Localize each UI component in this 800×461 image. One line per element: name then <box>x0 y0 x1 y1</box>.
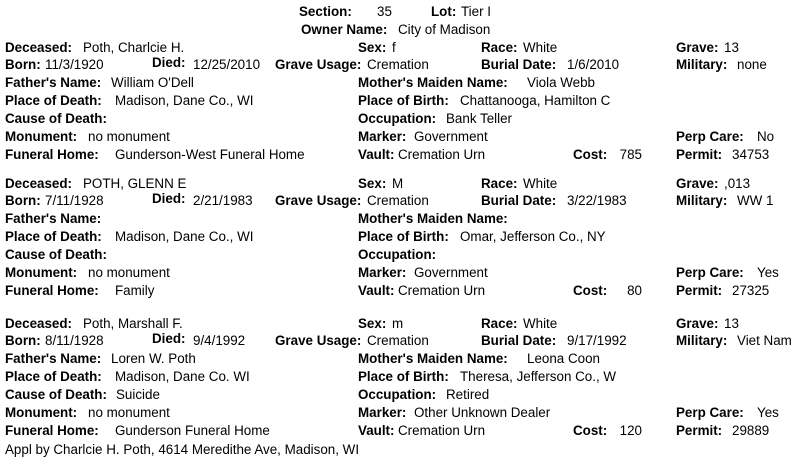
fathers-name-label: Father's Name: <box>5 211 102 226</box>
born-value: 7/11/1928 <box>45 193 104 208</box>
place-of-death-value: Madison, Dane Co., WI <box>115 93 254 108</box>
military-value: WW 1 <box>737 193 774 208</box>
monument-value: no monument <box>88 405 170 420</box>
funeral-home-value: Gunderson Funeral Home <box>115 423 270 438</box>
lot-value: Tier I <box>461 4 492 19</box>
funeral-home-label: Funeral Home: <box>5 283 99 298</box>
born-value: 11/3/1920 <box>45 57 104 72</box>
grave-label: Grave: <box>676 176 719 191</box>
permit-label: Permit: <box>676 423 723 438</box>
vault-value: Cremation Urn <box>398 423 486 438</box>
place-of-death-label: Place of Death: <box>5 229 102 244</box>
section-label: Section: <box>299 4 352 19</box>
cause-of-death-label: Cause of Death: <box>5 247 107 262</box>
place-of-birth-value: Chattanooga, Hamilton C <box>460 93 611 108</box>
monument-value: no monument <box>88 129 170 144</box>
permit-value: 29889 <box>732 423 770 438</box>
grave-usage-label: Grave Usage: <box>275 193 362 208</box>
burial-date-label: Burial Date: <box>481 333 557 348</box>
born-label: Born: <box>5 333 41 348</box>
place-of-death-label: Place of Death: <box>5 369 102 384</box>
burial-date-label: Burial Date: <box>481 57 557 72</box>
sex-value: m <box>392 316 404 331</box>
occupation-label: Occupation: <box>358 247 437 262</box>
mothers-maiden-name-value: Viola Webb <box>527 75 595 90</box>
sex-label: Sex: <box>358 40 387 55</box>
place-of-birth-label: Place of Birth: <box>358 369 449 384</box>
military-label: Military: <box>676 57 728 72</box>
born-label: Born: <box>5 57 41 72</box>
race-value: White <box>523 176 558 191</box>
occupation-value: Bank Teller <box>446 111 512 126</box>
funeral-home-label: Funeral Home: <box>5 423 99 438</box>
perp-care-label: Perp Care: <box>676 129 744 144</box>
place-of-death-label: Place of Death: <box>5 93 102 108</box>
place-of-death-value: Madison, Dane Co., WI <box>115 229 254 244</box>
monument-label: Monument: <box>5 129 78 144</box>
grave-usage-value: Cremation <box>367 333 429 348</box>
military-value: Viet Nam <box>737 333 792 348</box>
cost-value: 785 <box>619 147 642 162</box>
died-label: Died: <box>152 191 186 206</box>
cost-label: Cost: <box>573 283 608 298</box>
grave-usage-value: Cremation <box>367 193 429 208</box>
marker-label: Marker: <box>358 265 407 280</box>
born-label: Born: <box>5 193 41 208</box>
marker-label: Marker: <box>358 129 407 144</box>
fathers-name-value: Loren W. Poth <box>111 351 196 366</box>
sex-value: M <box>392 176 404 191</box>
grave-usage-label: Grave Usage: <box>275 333 362 348</box>
sex-label: Sex: <box>358 316 387 331</box>
race-label: Race: <box>481 176 518 191</box>
occupation-label: Occupation: <box>358 111 437 126</box>
funeral-home-label: Funeral Home: <box>5 147 99 162</box>
permit-value: 27325 <box>732 283 770 298</box>
marker-value: Government <box>414 129 488 144</box>
place-of-death-value: Madison, Dane Co. WI <box>115 369 250 384</box>
marker-value: Other Unknown Dealer <box>414 405 551 420</box>
permit-label: Permit: <box>676 147 723 162</box>
perp-care-label: Perp Care: <box>676 265 744 280</box>
monument-value: no monument <box>88 265 170 280</box>
owner-name-value: City of Madison <box>398 22 491 37</box>
sex-value: f <box>392 40 396 55</box>
vault-value: Cremation Urn <box>398 283 486 298</box>
race-value: White <box>523 316 558 331</box>
grave-label: Grave: <box>676 316 719 331</box>
deceased-value: Poth, Charlcie H. <box>83 40 185 55</box>
marker-label: Marker: <box>358 405 407 420</box>
funeral-home-value: Family <box>115 283 155 298</box>
grave-usage-label: Grave Usage: <box>275 57 362 72</box>
cost-label: Cost: <box>573 423 608 438</box>
occupation-value: Retired <box>446 387 490 402</box>
cost-label: Cost: <box>573 147 608 162</box>
vault-value: Cremation Urn <box>398 147 486 162</box>
monument-label: Monument: <box>5 265 78 280</box>
perp-care-label: Perp Care: <box>676 405 744 420</box>
monument-label: Monument: <box>5 405 78 420</box>
military-value: none <box>737 57 767 72</box>
burial-date-value: 1/6/2010 <box>567 57 620 72</box>
place-of-birth-value: Omar, Jefferson Co., NY <box>460 229 606 244</box>
marker-value: Government <box>414 265 488 280</box>
fathers-name-label: Father's Name: <box>5 351 102 366</box>
cause-of-death-label: Cause of Death: <box>5 387 107 402</box>
perp-care-value: No <box>757 129 775 144</box>
died-label: Died: <box>152 331 186 346</box>
fathers-name-value: William O'Dell <box>111 75 194 90</box>
place-of-birth-label: Place of Birth: <box>358 229 449 244</box>
vault-label: Vault: <box>358 283 395 298</box>
grave-value: ,013 <box>724 176 751 191</box>
died-label: Died: <box>152 55 186 70</box>
permit-value: 34753 <box>732 147 770 162</box>
fathers-name-label: Father's Name: <box>5 75 102 90</box>
cost-value: 80 <box>627 283 642 298</box>
military-label: Military: <box>676 193 728 208</box>
perp-care-value: Yes <box>757 405 779 420</box>
place-of-birth-label: Place of Birth: <box>358 93 449 108</box>
deceased-value: POTH, GLENN E <box>83 176 187 191</box>
occupation-label: Occupation: <box>358 387 437 402</box>
burial-date-value: 9/17/1992 <box>567 333 627 348</box>
race-label: Race: <box>481 316 518 331</box>
vault-label: Vault: <box>358 423 395 438</box>
mothers-maiden-name-label: Mother's Maiden Name: <box>358 351 508 366</box>
mothers-maiden-name-label: Mother's Maiden Name: <box>358 75 508 90</box>
died-value: 12/25/2010 <box>193 57 261 72</box>
died-value: 9/4/1992 <box>193 333 246 348</box>
perp-care-value: Yes <box>757 265 779 280</box>
cause-of-death-value: Suicide <box>116 387 160 402</box>
grave-value: 13 <box>724 316 739 331</box>
lot-label: Lot: <box>431 4 457 19</box>
race-value: White <box>523 40 558 55</box>
deceased-label: Deceased: <box>5 316 72 331</box>
military-label: Military: <box>676 333 728 348</box>
race-label: Race: <box>481 40 518 55</box>
deceased-label: Deceased: <box>5 176 72 191</box>
born-value: 8/11/1928 <box>45 333 104 348</box>
grave-value: 13 <box>724 40 739 55</box>
applicant-footer: Appl by Charlcie H. Poth, 4614 Meredithe Ave, Madison, WI <box>5 442 360 457</box>
grave-label: Grave: <box>676 40 719 55</box>
burial-date-value: 3/22/1983 <box>567 193 627 208</box>
burial-date-label: Burial Date: <box>481 193 557 208</box>
section-value: 35 <box>377 4 392 19</box>
vault-label: Vault: <box>358 147 395 162</box>
permit-label: Permit: <box>676 283 723 298</box>
place-of-birth-value: Theresa, Jefferson Co., W <box>460 369 617 384</box>
grave-usage-value: Cremation <box>367 57 429 72</box>
cost-value: 120 <box>619 423 642 438</box>
cause-of-death-label: Cause of Death: <box>5 111 107 126</box>
mothers-maiden-name-label: Mother's Maiden Name: <box>358 211 508 226</box>
funeral-home-value: Gunderson-West Funeral Home <box>115 147 305 162</box>
owner-name-label: Owner Name: <box>301 22 388 37</box>
mothers-maiden-name-value: Leona Coon <box>527 351 600 366</box>
deceased-value: Poth, Marshall F. <box>83 316 183 331</box>
sex-label: Sex: <box>358 176 387 191</box>
deceased-label: Deceased: <box>5 40 72 55</box>
died-value: 2/21/1983 <box>193 193 253 208</box>
